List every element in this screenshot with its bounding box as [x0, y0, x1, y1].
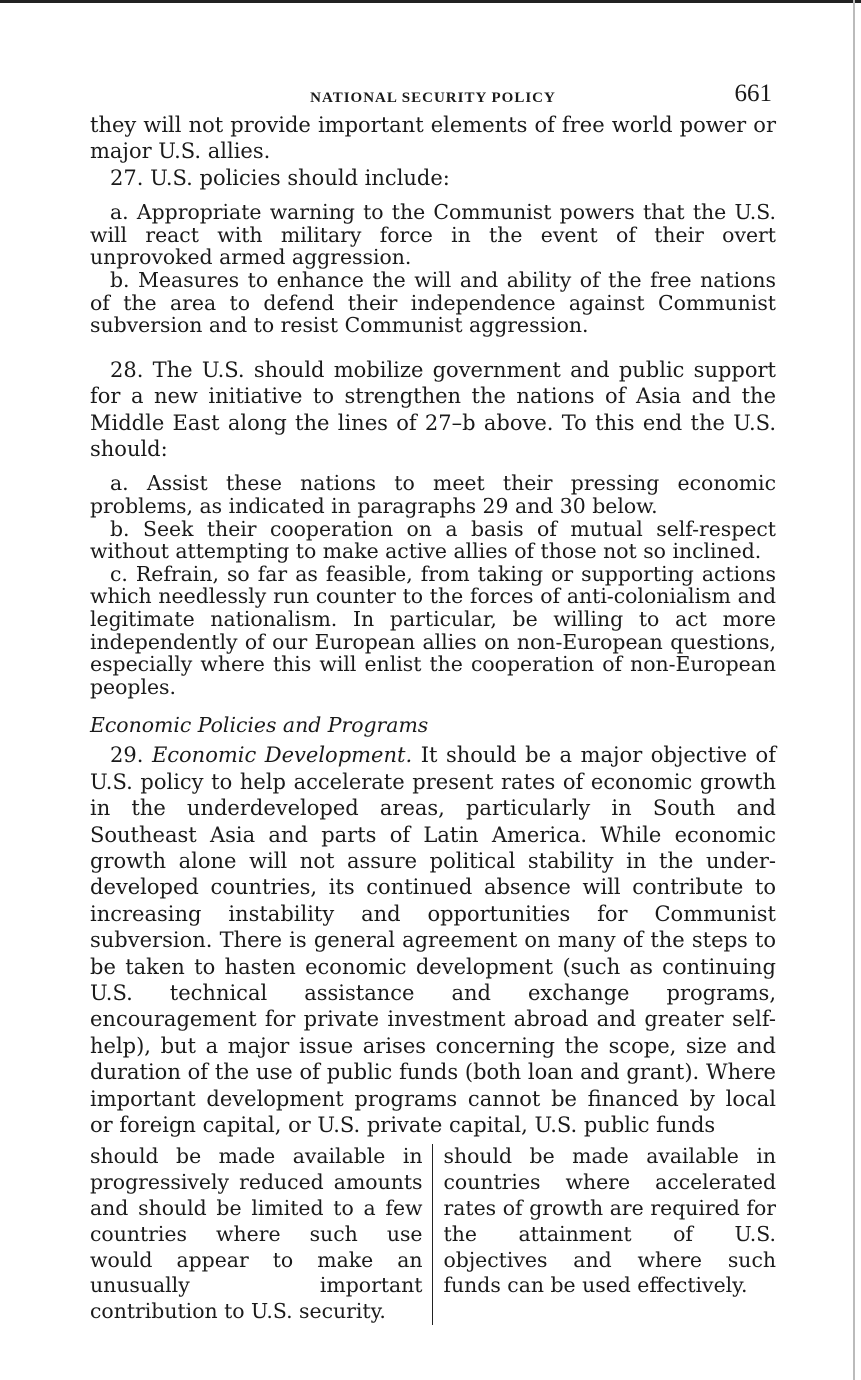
left-column-text: should be made available in progressively reduced amounts and should be limited to a few countries where such use would appear to make an unusually important contribution to U.S. security. — [90, 1144, 433, 1325]
right-column-text: should be made available in countries where accelerated rates of growth are required for the attainment of U.S. objectives and where such funds can be used effectively. — [443, 1144, 776, 1298]
top-rule — [0, 0, 861, 3]
paragraph-28-c: c. Refrain, so far as feasible, from taking or supporting actions which needlessly run counter to the forces of anti-colonialism and legitimate nationalism. In particular, be willing to act more independently of our European allies on non-European questions, especially where this will enlist the cooperation of non-European peoples. — [90, 561, 776, 699]
section-heading: Economic Policies and Programs — [90, 713, 429, 738]
paragraph-27-a: a. Appropriate warning to the Communist powers that the U.S. will react with military force in the event of their overt unprovoked armed aggression. — [90, 200, 776, 270]
page-edge — [853, 0, 855, 1380]
paragraph-28-subitems — [90, 472, 776, 698]
paragraph-27-subitems — [90, 201, 776, 337]
document-page — [90, 78, 776, 1325]
running-head — [90, 78, 776, 112]
paragraph-27-b: b. Measures to enhance the will and ability of the free nations of the area to defend their independence against Communist subversion and to resist Communist aggression. — [90, 268, 776, 338]
paragraph-27-lead: 27. U.S. policies should include: — [110, 165, 450, 190]
page-number: 661 — [734, 80, 772, 107]
paragraph-28-b: b. Seek their cooperation on a basis of mutual self-respect without attempting to make active allies of those not so inclined. — [90, 516, 776, 564]
paragraph-29-title: Economic Development. — [151, 743, 413, 768]
split-text-columns — [90, 1144, 776, 1325]
paragraph-29-text: It should be a major objective of U.S. policy to help accelerate present rates of economic growth in the underdeveloped areas, particularly in South and Southeast Asia and parts of Latin America. While economic growth alone will not assure political stability in the under-developed countries, its continued absence will contribute to increasing instability and opportunities for Communist subversion. There is general agreement on many of the steps to be taken to hasten economic development (such as continuing U.S. technical assistance and exchange programs, encouragement for private investment abroad and greater self-help), but a major issue arises concerning the scope, size and duration of the use of public funds (both loan and grant). Where important development programs cannot be financed by local or foreign capital, or U.S. private capital, U.S. public funds — [90, 743, 776, 1138]
running-title: NATIONAL SECURITY POLICY — [310, 90, 556, 106]
continuation-paragraph: they will not provide important elements of free world power or major U.S. allies. — [90, 113, 776, 164]
paragraph-28-lead: 28. The U.S. should mobilize government and public support for a new initiative to strengthen the nations of Asia and the Middle East along the lines of 27–b above. To this end the U.S. should: — [90, 357, 776, 461]
paragraph-28-a: a. Assist these nations to meet their pressing economic problems, as indicated in paragraphs 29 and 30 below. — [90, 471, 776, 518]
paragraph-29-number: 29. — [110, 743, 144, 768]
paragraph-29 — [90, 742, 776, 1138]
